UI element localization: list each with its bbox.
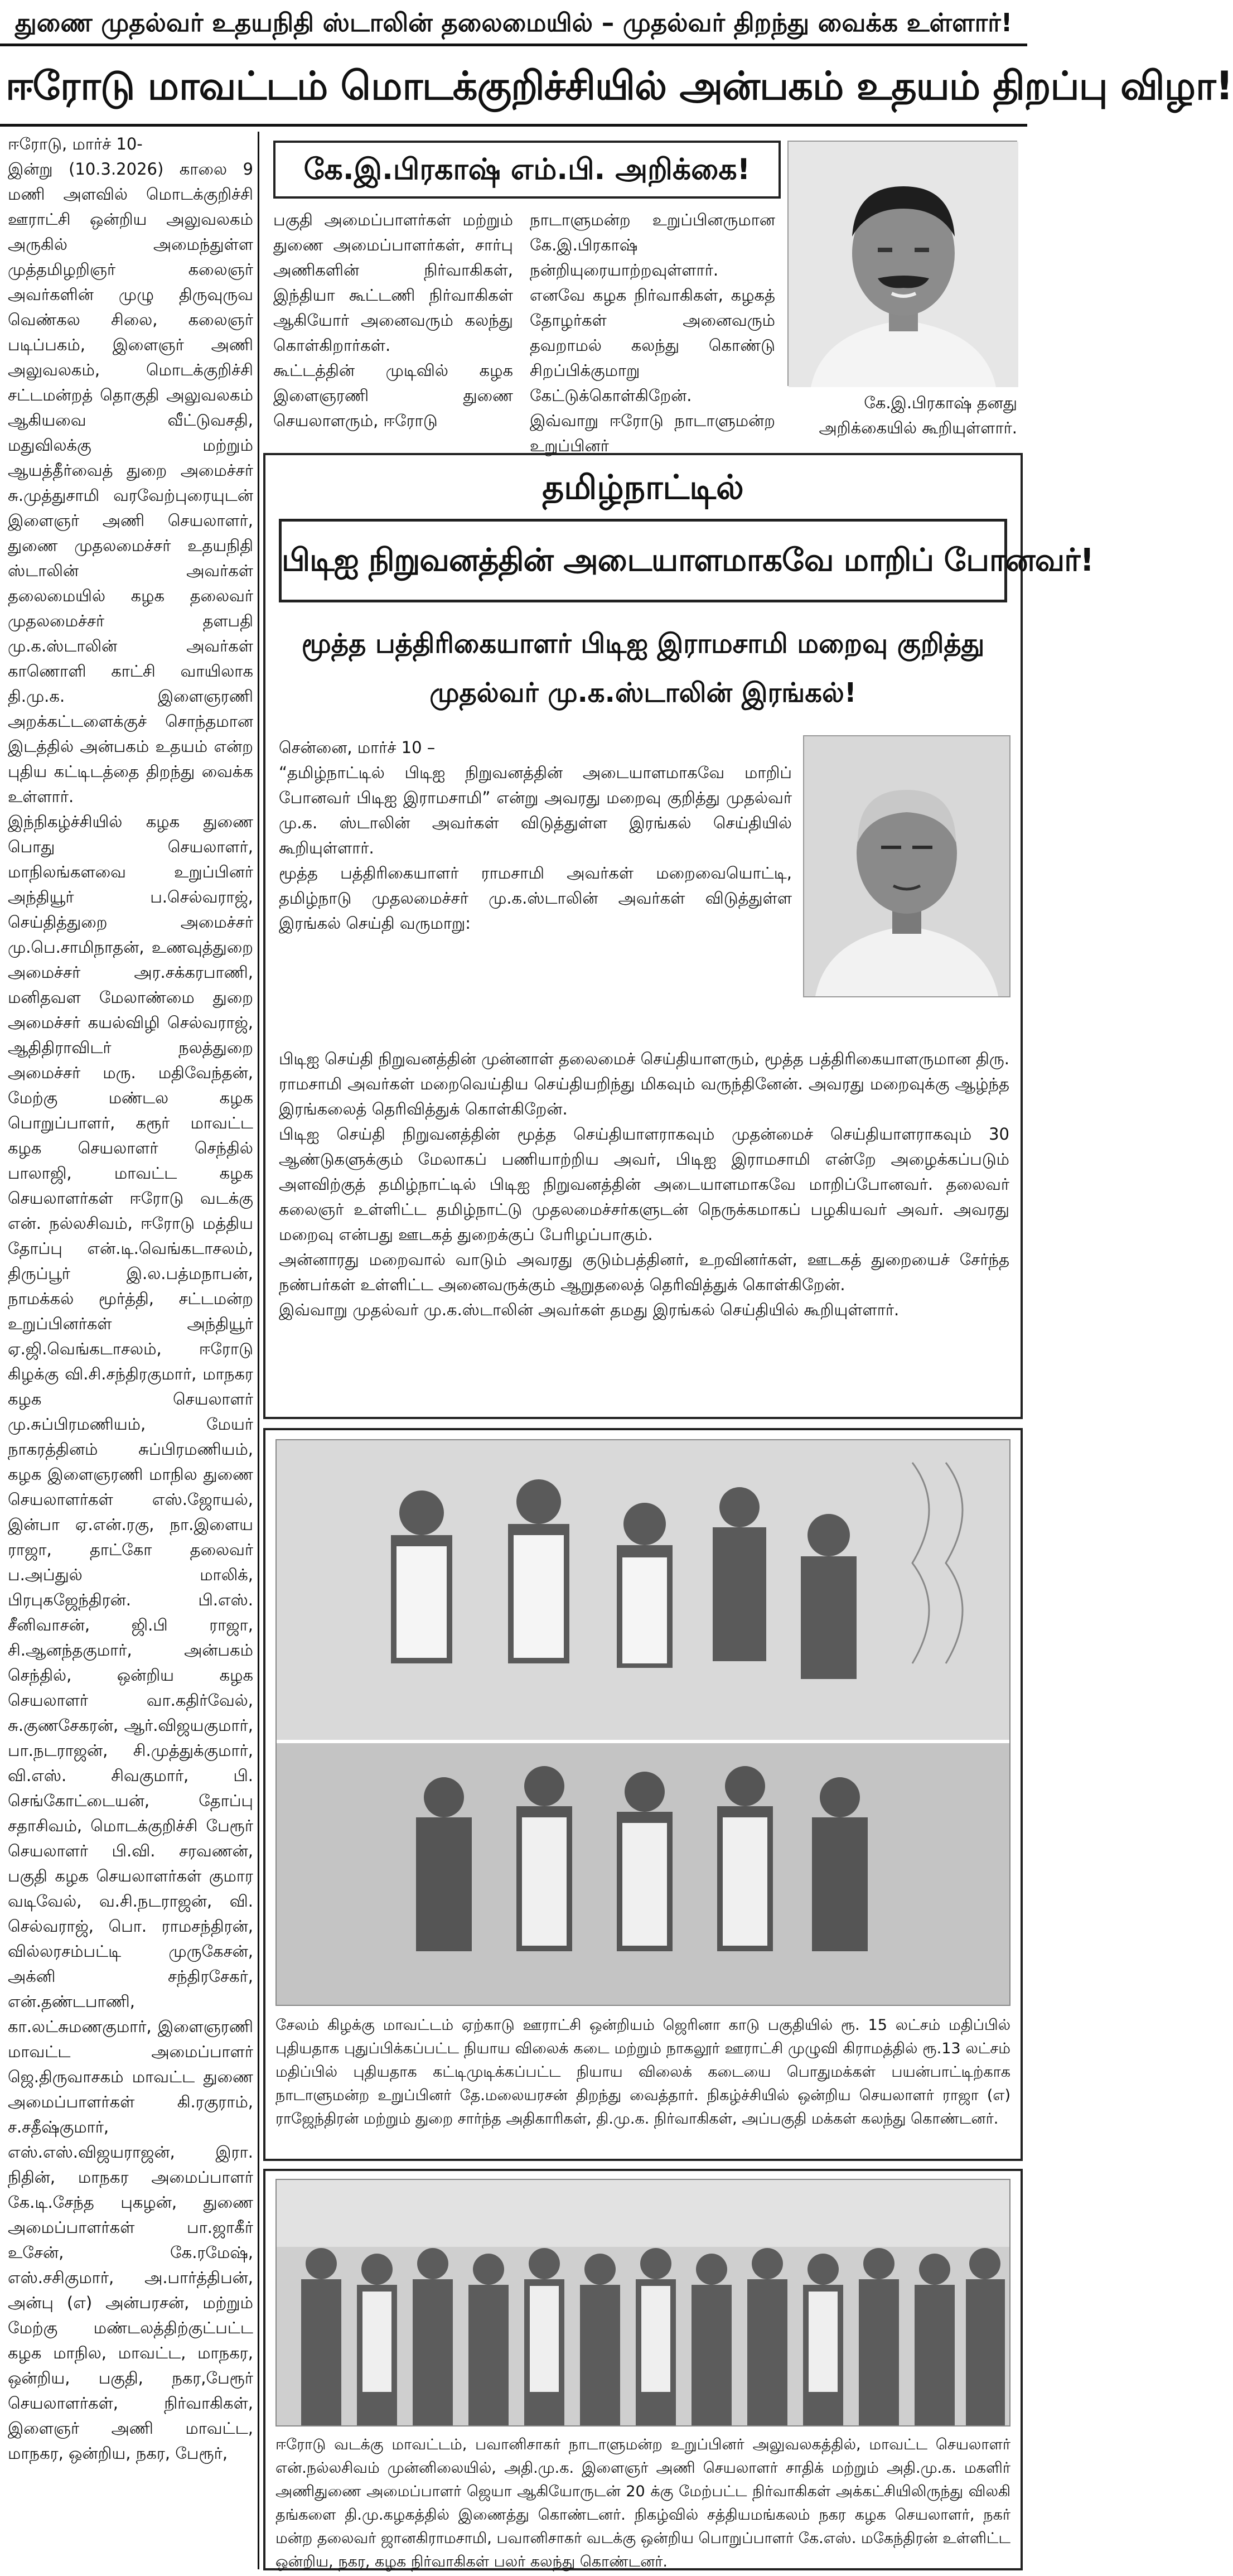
photo2-image [275,2179,1010,2427]
story2-kicker [268,462,1018,513]
photo1-illustration [277,1440,1009,2005]
statement-col-a: பகுதி அமைப்பாளர்கள் மற்றும் துணை அமைப்பாளர்கள், சார்பு அணிகளின் நிர்வாகிகள், இந்தியா கூட்டணி நிர்வாகிகள் ஆகியோர் அனைவரும் கலந்து கொள்கிறார்கள். கூட்டத்தின் முடிவில் கழக இளைஞரணி துணை செயலாளரும், ஈரோடு [273,210,513,430]
story2-body: பிடிஐ செய்தி நிறுவனத்தின் முன்னாள் தலைமைச் செய்தியாளரும், மூத்த பத்திரிகையாளருமான திரு. ராமசாமி அவர்கள் மறைவெய்திய செய்தியறிந்து மிகவும் வருந்தினேன். அவரது மறைவுக்கு ஆழ்ந்த இரங்கலைத் தெரிவித்துக் கொள்கிறேன். பிடிஐ செய்தி நிறுவனத்தின் மூத்த செய்தியாளராகவும் முதன்மைச் செய்தியாளராகவும் 30 ஆண்டுகளுக்கும் மேலாகப் பணியாற்றிய அவர், பிடிஐ இராமசாமி என்றே அழைக்கப்படும் அளவிற்குத் தமிழ்நாட்டில் பிடிஐ நிறுவனத்தின் அடையாளமாகவே மாறிப்போனவர். தலைவர் கலைஞர் உள்ளிட்ட தமிழ்நாட்டு முதலமைச்சர்களுடன் நெருக்கமாகப் பழகியவர் அவர். அவரது மறைவு என்பது ஊடகத் துறைக்குப் பேரிழப்பாகும். அன்னாரது மறைவால் வாடும் அவரது குடும்பத்தினர், உறவினர்கள், ஊடகத் துறையைச் சேர்ந்த நண்பர்கள் உள்ளிட்ட அனைவருக்கும் ஆறுதலைத் தெரிவித்துக் கொள்கிறேன். இவ்வாறு முதல்வர் மு.க.ஸ்டாலின் அவர்கள் தமது இரங்கல் செய்தியில் கூறியுள்ளார். [279,1049,1009,1319]
story2-headline-box [279,519,1094,602]
story2-subhead: மூத்த பத்திரிகையாளர் பிடிஐ இராமசாமி மறைவு குறித்து முதல்வர் மு.க.ஸ்டாலின் இரங்கல்! [301,628,985,708]
statement-col-b: நாடாளுமன்ற உறுப்பினருமான கே.இ.பிரகாஷ் நன்றியுரையாற்றவுள்ளார். எனவே கழக நிர்வாகிகள், கழகத் தோழர்கள் அனைவரும் தவறாமல் கலந்து கொண்டு சிறப்பிக்குமாறு கேட்டுக்கொள்கிறேன். இவ்வாறு ஈரோடு நாடாளுமன்ற உறுப்பினர் [530,210,775,455]
photo1-image [275,1439,1010,2006]
photo1-caption: சேலம் கிழக்கு மாவட்டம் ஏற்காடு ஊராட்சி ஒன்றியம் ஜெரினா காடு பகுதியில் ரூ. 15 லட்சம் மதிப்பில் புதியதாக புதுப்பிக்கப்பட்ட நியாய விலைக் கடை மற்றும் நாகலூர் ஊராட்சி முழுவி கிராமத்தில் ரூ.13 லட்சம் மதிப்பில் புதியதாக கட்டிமுடிக்கப்பட்ட நியாய விலைக் கடையை பொதுமக்கள் பயன்பாட்டிற்காக நாடாளுமன்ற உறுப்பினர் தே.மலையரசன் திறந்து வைத்தார். நிகழ்ச்சியில் ஒன்றிய செயலாளர் ராஜா (எ) ராஜேந்திரன் மற்றும் துறை சார்ந்த அதிகாரிகள், தி.மு.க. நிர்வாகிகள், அப்பகுதி மக்கள் கலந்து கொண்டனர். [275,2017,1010,2128]
main-headline-text: ஈரோடு மாவட்டம் மொடக்குறிச்சியில் அன்பகம் உதயம் திறப்பு விழா! [6,63,1233,109]
portrait-photo-ramasamy [803,735,1010,997]
portrait-caption: கே.இ.பிரகாஷ் தனது அறிக்கையில் கூறியுள்ளார். [819,393,1017,437]
top-kicker-text: துணை முதல்வர் உதயநிதி ஸ்டாலின் தலைமையில் – முதல்வர் திறந்து வைக்க உள்ளார்! [14,8,1013,37]
photo2-illustration [277,2180,1009,2425]
statement-title-box [273,141,781,199]
photo2-caption: ஈரோடு வடக்கு மாவட்டம், பவானிசாகர் நாடாளுமன்ற உறுப்பினர் அலுவலகத்தில், மாவட்ட செயலாளர் என்.நல்லசிவம் முன்னிலையில், அதி.மு.க. இளைஞர் அணி செயலாளர் சாதிக் மற்றும் அதி.மு.க. மகளிர் அணிதுணை அமைப்பாளர் ஜெயா ஆகியோருடன் 20 க்கு மேற்பட்ட நிர்வாகிகள் அக்கட்சியிலிருந்து விலகி தங்களை தி.மு.கழகத்தில் இணைத்து கொண்டனர். நிகழ்வில் சத்தியமங்கலம் நகர கழக செயலாளர், நகர் மன்ற தலைவர் ஜானகிராமசாமி, பவானிசாகர் வடக்கு ஒன்றிய பொறுப்பாளர் கே.எஸ். மகேந்திரன் உள்ளிட்ட ஒன்றிய, நகர, கழக நிர்வாகிகள் பலர் கலந்து கொண்டனர். [275,2436,1010,2570]
top-kicker [0,4,1027,41]
story2-intro: சென்னை, மார்ச் 10 – “தமிழ்நாட்டில் பிடிஐ நிறுவனத்தின் அடையாளமாகவே மாறிப் போனவர் பிடிஐ இராமசாமி” என்று அவரது மறைவு குறித்து முதல்வர் மு.க. ஸ்டாலின் அவர்கள் விடுத்துள்ள இரங்கல் செய்தியில் கூறியுள்ளார். மூத்த பத்திரிகையாளர் ராமசாமி அவர்கள் மறைவையொட்டி, தமிழ்நாடு முதலமைச்சர் மு.க.ஸ்டாலின் அவர்கள் விடுத்துள்ள இரங்கல் செய்தி வருமாறு: [279,738,792,933]
statement-title: கே.இ.பிரகாஷ் எம்.பி. அறிக்கை! [303,153,751,186]
story2-kicker-text: தமிழ்நாட்டில் [542,468,744,507]
portrait-photo-prakash [787,141,1017,386]
story2-headline: பிடிஐ நிறுவனத்தின் அடையாளமாகவே மாறிப் போனவர்! [282,542,1094,578]
portrait-prakash-illustration [789,142,1018,387]
portrait-ramasamy-illustration [804,736,1009,996]
story1-left-column: ஈரோடு, மார்ச் 10- இன்று (10.3.2026) காலை 9 மணி அளவில் மொடக்குறிச்சி ஊராட்சி ஒன்றிய அலுவலகம் அருகில் அமைந்துள்ள முத்தமிழறிஞர் கலைஞர் அவர்களின் முழு திருவுருவ வெண்கல சிலை, கலைஞர் படிப்பகம், இளைஞர் அணி அலுவலகம், மொடக்குறிச்சி சட்டமன்றத் தொகுதி அலுவலகம் ஆகியவை வீட்டுவசதி, மதுவிலக்கு மற்றும் ஆயத்தீர்வைத் துறை அமைச்சர் சு.முத்துசாமி வரவேற்புரையுடன் இளைஞர் அணி செயலாளர், துணை முதலமைச்சர் உதயநிதி ஸ்டாலின் அவர்கள் தலைமையில் கழக தலைவர் முதலமைச்சர் தளபதி மு.க.ஸ்டாலின் அவர்கள் காணொளி காட்சி வாயிலாக தி.மு.க. இளைஞரணி அறக்கட்டளைக்குச் சொந்தமான இடத்தில் அன்பகம் உதயம் என்ற புதிய கட்டிடத்தை திறந்து வைக்க உள்ளார். இந்நிகழ்ச்சியில் கழக துணை பொது செயலாளர், மாநிலங்களவை உறுப்பினர் அந்தியூர் ப.செல்வராஜ், செய்தித்துறை அமைச்சர் மு.பெ.சாமிநாதன், உணவுத்துறை அமைச்சர் அர.சக்கரபாணி, மனிதவள மேலாண்மை துறை அமைச்சர் கயல்விழி செல்வராஜ், ஆதிதிராவிடர் நலத்துறை அமைச்சர் மரு. மதிவேந்தன், மேற்கு மண்டல கழக பொறுப்பாளர், கரூர் மாவட்ட கழக செயலாளர் செந்தில் பாலாஜி, மாவட்ட கழக செயலாளர்கள் ஈரோடு வடக்கு என். நல்லசிவம், ஈரோடு மத்திய தோப்பு என்.டி.வெங்கடாசலம், திருப்பூர் இ.ல.பத்மநாபன், நாமக்கல் மூர்த்தி, சட்டமன்ற உறுப்பினர்கள் அந்தியூர் ஏ.ஜி.வெங்கடாசலம், ஈரோடு கிழக்கு வி.சி.சந்திரகுமார், மாநகர கழக செயலாளர் மு.சுப்பிரமணியம், மேயர் நாகரத்தினம் சுப்பிரமணியம், கழக இளைஞரணி மாநில துணை செயலாளர்கள் எஸ்.ஜோயல், இன்பா ஏ.என்.ரகு, நா.இளைய ராஜா, தாட்கோ தலைவர் ப.அப்துல் மாலிக், பிரபுகஜேந்திரன். பி.எஸ். சீனிவாசன், ஜி.பி ராஜா, சி.ஆனந்தகுமார், அன்பகம் செந்தில், ஒன்றிய கழக செயலாளர் வா.கதிர்வேல், சு.குணசேகரன், ஆர்.விஜயகுமார், பா.நடராஜன், சி.முத்துக்குமார், வி.எஸ். சிவகுமார், பி. செங்கோட்டையன், தோப்பு சதாசிவம், மொடக்குறிச்சி பேரூர் செயலாளர் பி.வி. சரவணன், பகுதி கழக செயலாளர்கள் குமார வடிவேல், வ.சி.நடராஜன், வி. செல்வராஜ், பொ. ராமசந்திரன், வில்லரசம்பட்டி முருகேசன், அக்னி சந்திரசேகர், என்.தண்டபாணி, கா.லட்சுமணகுமார், இளைஞரணி மாவட்ட அமைப்பாளர் ஜெ.திருவாசகம் மாவட்ட துணை அமைப்பாளர்கள் கி.ரகுராம், ச.சதீஷ்குமார், எஸ்.எஸ்.விஜயராஜன், இரா. நிதின், மாநகர அமைப்பாளர் கே.டி.சேந்த புகழன், துணை அமைப்பாளர்கள் பா.ஜாகீர் உசேன், கே.ரமேஷ், எஸ்.சசிகுமார், அ.பார்த்திபன், அன்பு (எ) அன்பரசன், மற்றும் மேற்கு மண்டலத்திற்குட்பட்ட கழக மாநில, மாவட்ட, மாநகர, ஒன்றிய, பகுதி, நகர,பேரூர் செயலாளர்கள், நிர்வாகிகள், இளைஞர் அணி மாவட்ட, மாநகர, ஒன்றிய, நகர, பேரூர், [8,134,253,2463]
kicker-underline [0,44,1027,46]
main-headline [6,52,1233,119]
left-column-divider [258,132,259,2569]
headline-underline [0,124,1027,127]
